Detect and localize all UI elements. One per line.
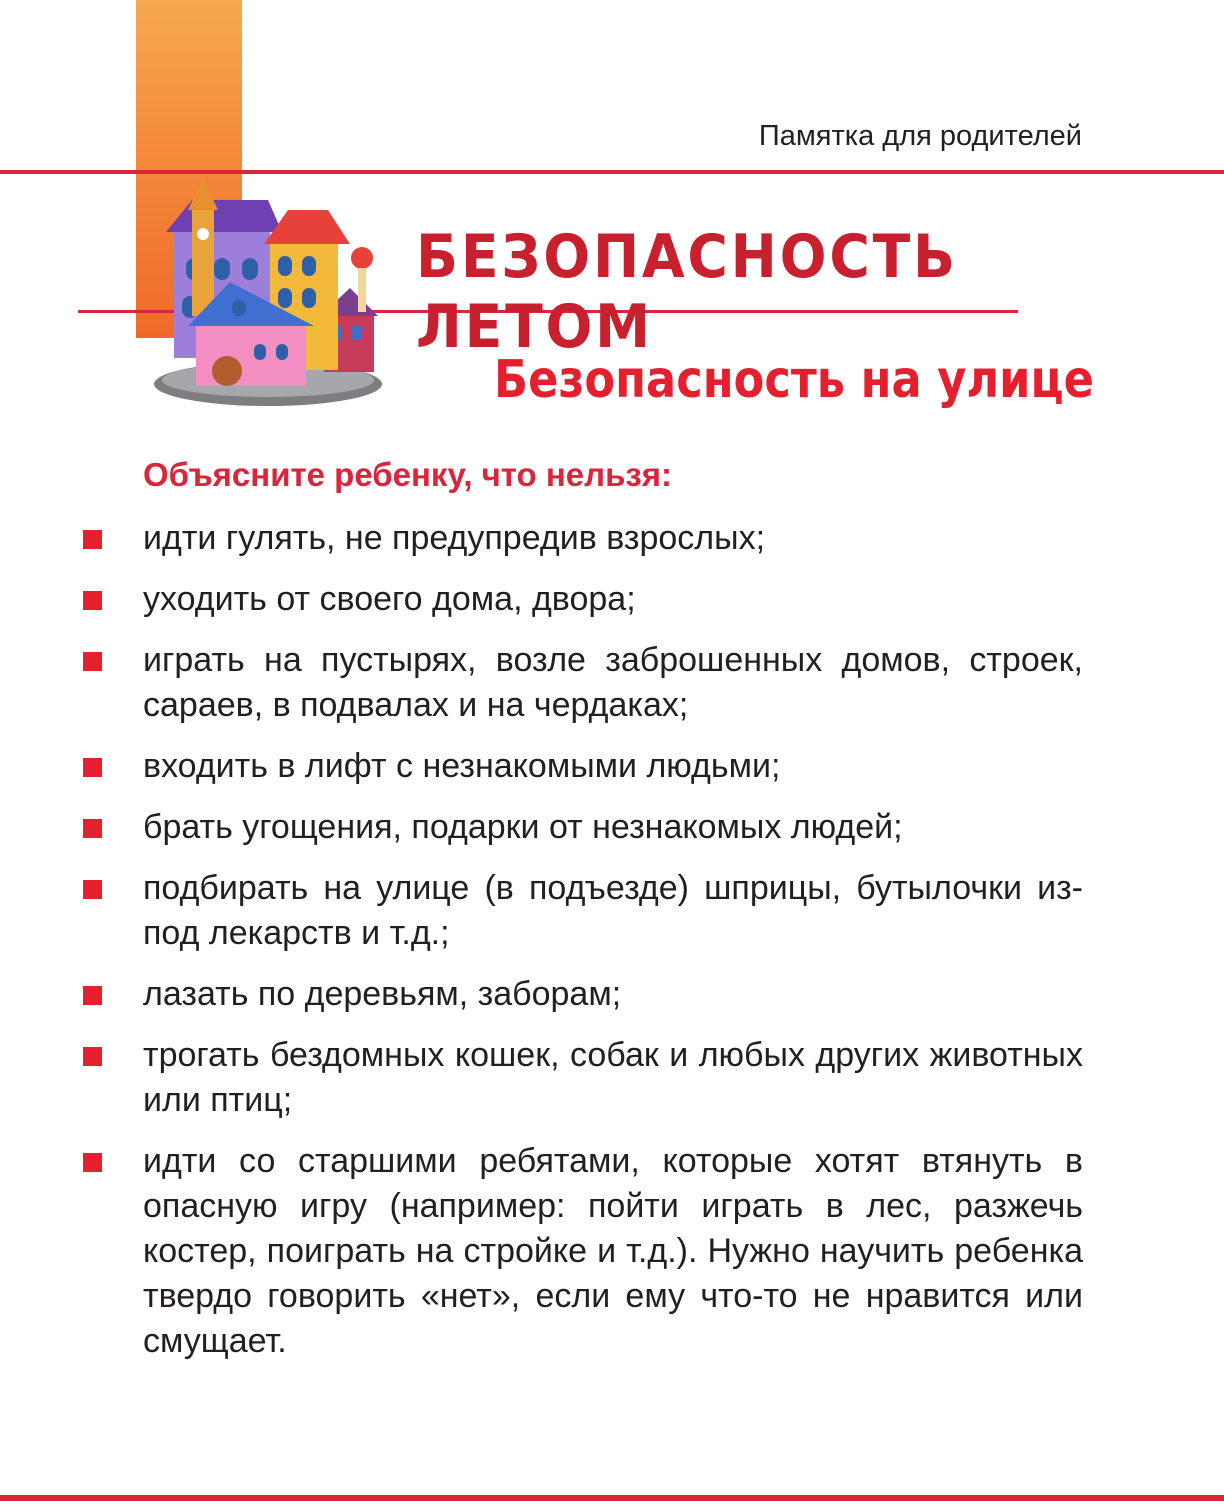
list-item-text: играть на пустырях, возле заброшенных домов, строек, сараев, в подвалах и на чердаках;	[143, 641, 1083, 724]
list-item-text: входить в лифт с незнакомыми людьми;	[143, 747, 781, 785]
document-label: Памятка для родителей	[758, 120, 1082, 152]
list-item	[0, 1033, 1083, 1123]
lead-text: Объясните ребенку, что нельзя:	[143, 456, 673, 493]
list-item	[0, 577, 1083, 622]
list-item-text: лазать по деревьям, заборам;	[143, 975, 622, 1013]
bullet-square-icon	[83, 1047, 102, 1066]
list-item-text: брать угощения, подарки от незнакомых людей;	[143, 808, 903, 846]
list-item-text: уходить от своего дома, двора;	[143, 580, 636, 618]
rules-list	[0, 516, 1224, 1380]
page-subtitle: Безопасность на улице	[494, 350, 1094, 410]
list-item	[0, 638, 1083, 728]
top-divider	[0, 170, 1224, 174]
list-item-text: подбирать на улице (в подъезде) шприцы, бутылочки из-под лекарств и т.д.;	[143, 869, 1083, 952]
list-item	[0, 972, 1083, 1017]
bullet-square-icon	[83, 880, 102, 899]
bullet-square-icon	[83, 819, 102, 838]
bullet-square-icon	[83, 530, 102, 549]
list-item	[0, 805, 1083, 850]
page-title: БЕЗОПАСНОСТЬ ЛЕТОМ	[416, 222, 958, 362]
houses-illustration	[152, 176, 384, 408]
bullet-square-icon	[83, 652, 102, 671]
bottom-divider	[0, 1495, 1224, 1501]
bullet-square-icon	[83, 758, 102, 777]
list-item-text: идти гулять, не предупредив взрослых;	[143, 519, 766, 557]
list-item	[0, 744, 1083, 789]
list-item	[0, 866, 1083, 956]
bullet-square-icon	[83, 986, 102, 1005]
bullet-square-icon	[83, 591, 102, 610]
list-item	[0, 1139, 1083, 1364]
list-item	[0, 516, 1083, 561]
list-item-text: идти со старшими ребятами, которые хотят втянуть в опасную игру (например: пойти играть в лес, разжечь костер, поиграть на стройке и т.д.). Нужно научить ребенка твердо говорить «нет», если ему что-то не нравится или смущает.	[143, 1142, 1083, 1360]
list-item-text: трогать бездомных кошек, собак и любых других животных или птиц;	[143, 1036, 1083, 1119]
bullet-square-icon	[83, 1153, 102, 1172]
